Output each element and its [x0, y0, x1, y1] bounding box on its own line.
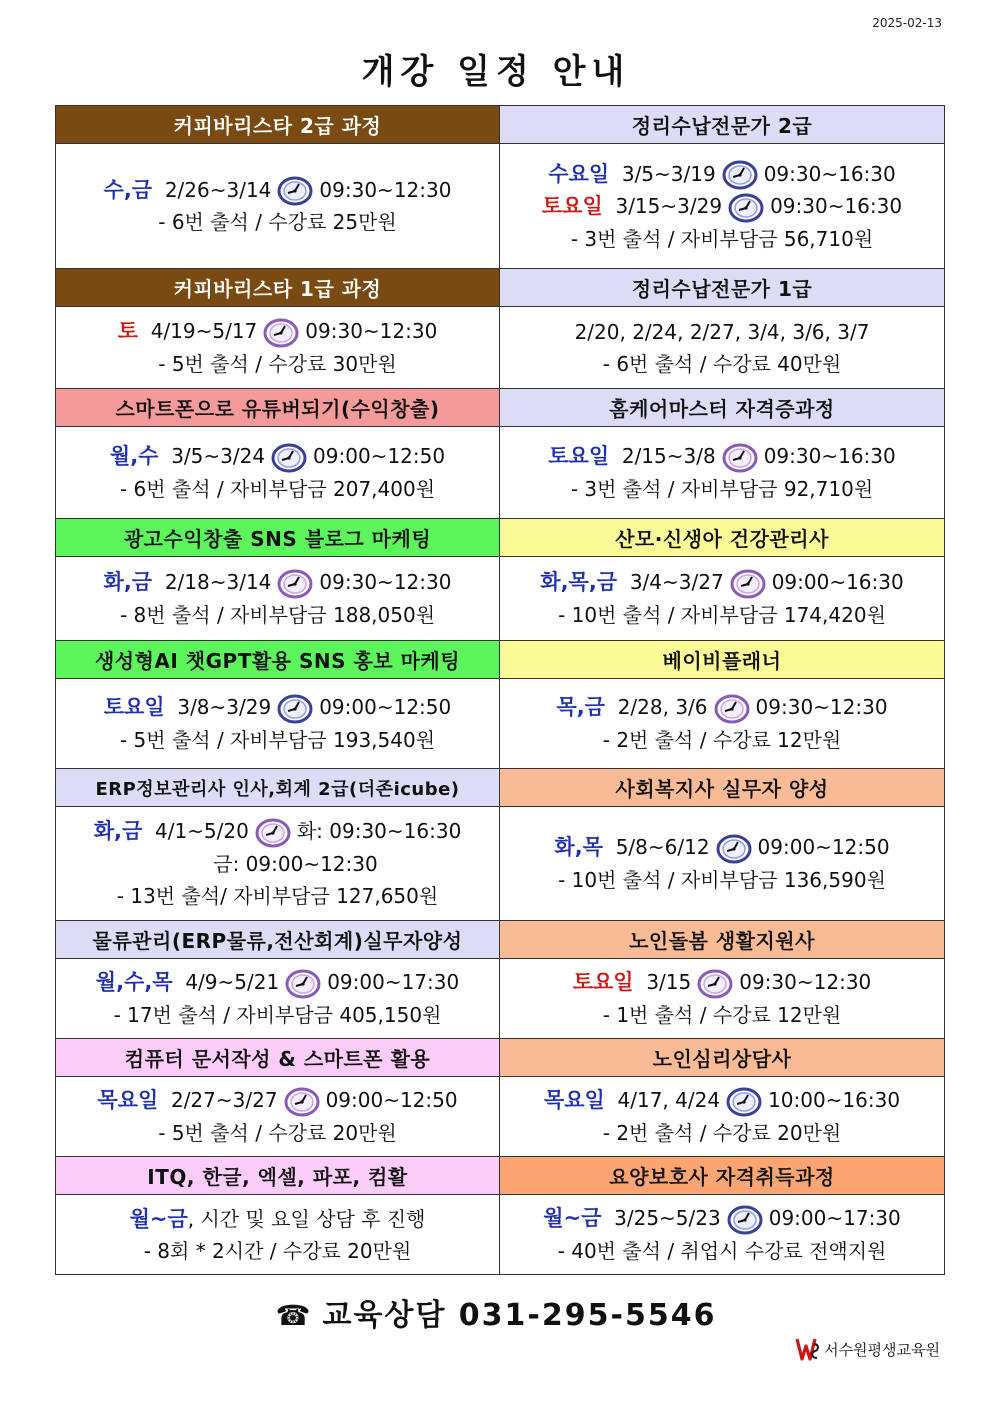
- course-details: [56, 307, 500, 389]
- clock-icon: [255, 818, 291, 848]
- course-details: [56, 144, 500, 269]
- course-dates: 4/1~5/20: [154, 819, 249, 844]
- course-time: 09:30~16:30: [770, 194, 903, 218]
- course-days: 월,수: [109, 444, 159, 469]
- course-days: 토: [117, 319, 138, 344]
- course-summary: - 1번 출석 / 수강료 12만원: [602, 1002, 842, 1027]
- clock-icon: [263, 318, 299, 348]
- course-header: 요양보호사 자격취득과정: [500, 1157, 945, 1195]
- course-details: [56, 427, 500, 519]
- course-time: 10:00~16:30: [768, 1088, 901, 1113]
- course-header: 사회복지사 실무자 양성: [500, 769, 945, 807]
- course-summary: - 3번 출석 / 자비부담금 56,710원: [570, 226, 874, 251]
- course-days: 화,목,금: [540, 570, 618, 595]
- organization-name: 서수원평생교육원: [824, 1340, 940, 1359]
- course-time: 09:30~12:30: [319, 177, 452, 202]
- course-details: [500, 427, 945, 519]
- course-header: ERP정보관리사 인사,회계 2급(더존icube): [56, 769, 500, 807]
- course-dates: 2/18~3/14: [164, 570, 272, 595]
- course-details: [56, 557, 500, 641]
- logo-mark-icon: [795, 1336, 821, 1362]
- clock-icon: [714, 694, 750, 724]
- clock-icon: [728, 193, 764, 223]
- course-dates: 3/4~3/27: [629, 570, 724, 595]
- course-time: 09:30~12:30: [305, 319, 438, 344]
- course-details: [56, 679, 500, 769]
- course-dates: 4/17, 4/24: [617, 1088, 721, 1113]
- course-summary: - 40번 출석 / 취업시 수강료 전액지원: [557, 1238, 887, 1263]
- course-summary: - 3번 출석 / 자비부담금 92,710원: [570, 476, 874, 501]
- course-summary: - 10번 출석 / 자비부담금 174,420원: [558, 602, 886, 627]
- course-summary: - 10번 출석 / 자비부담금 136,590원: [558, 867, 886, 892]
- course-details: [500, 959, 945, 1039]
- course-dates: 4/9~5/21: [185, 970, 280, 995]
- course-time: 09:30~12:30: [739, 970, 872, 995]
- course-dates: 3/5~3/19: [621, 161, 716, 186]
- course-dates: 3/15~3/29: [615, 194, 723, 218]
- course-days: 목,금: [556, 695, 605, 720]
- course-header: 생성형AI 챗GPT활용 SNS 홍보 마케팅: [56, 641, 500, 679]
- course-summary: - 6번 출석 / 수강료 25만원: [158, 210, 397, 235]
- course-dates: 2/26~3/14: [164, 177, 272, 202]
- clock-icon: [722, 443, 758, 473]
- contact-line: [0, 1290, 992, 1334]
- course-summary: - 8회 * 2시간 / 수강료 20만원: [143, 1238, 412, 1263]
- course-days: 화,금: [103, 570, 153, 595]
- clock-icon: [727, 1205, 763, 1235]
- course-details: [500, 144, 945, 269]
- course-details: [500, 1077, 945, 1157]
- course-dates: 2/28, 3/6: [617, 695, 708, 720]
- course-dates: 5/8~6/12: [615, 835, 710, 860]
- clock-icon: [716, 834, 752, 864]
- course-header: 베이비플래너: [500, 641, 945, 679]
- page-title: 개강 일정 안내: [361, 52, 631, 92]
- course-header: 광고수익창출 SNS 블로그 마케팅: [56, 519, 500, 557]
- course-header: ITQ, 한글, 엑셀, 파포, 컴활: [56, 1157, 500, 1195]
- course-summary: - 2번 출석 / 수강료 12만원: [602, 727, 842, 752]
- course-summary: - 8번 출석 / 자비부담금 188,050원: [119, 602, 436, 627]
- course-note: , 시간 및 요일 상담 후 진행: [187, 1206, 426, 1231]
- course-header: 정리수납전문가 1급: [500, 269, 945, 307]
- course-time: 09:00~12:50: [325, 1088, 458, 1113]
- course-summary: - 5번 출석 / 자비부담금 193,540원: [119, 727, 436, 752]
- clock-icon: [726, 1087, 762, 1117]
- course-days: 목요일: [543, 1088, 605, 1113]
- course-days: 목요일: [97, 1088, 159, 1113]
- clock-icon: [697, 969, 733, 999]
- course-details: [500, 557, 945, 641]
- clock-icon: [277, 569, 313, 599]
- course-header: 산모·신생아 건강관리사: [500, 519, 945, 557]
- course-days: 화,금: [93, 819, 143, 844]
- clock-icon: [277, 694, 313, 724]
- course-details: [56, 959, 500, 1039]
- course-details: [500, 679, 945, 769]
- document-date: 2025-02-13: [872, 16, 942, 30]
- course-summary: - 6번 출석 / 수강료 40만원: [602, 351, 842, 376]
- clock-icon: [285, 969, 321, 999]
- course-header: 물류관리(ERP물류,전산회계)실무자양성: [56, 921, 500, 959]
- course-days: 월,수,목: [95, 970, 173, 995]
- course-time: 09:30~12:30: [319, 570, 452, 595]
- course-summary: - 6번 출석 / 자비부담금 207,400원: [119, 476, 436, 501]
- course-days: 토요일: [103, 695, 165, 720]
- course-dates: 4/19~5/17: [150, 319, 258, 344]
- course-dates: 3/15: [646, 970, 692, 995]
- course-days: 토요일: [548, 444, 610, 469]
- phone-icon: ☎: [275, 1299, 313, 1332]
- course-details: [500, 307, 945, 389]
- course-details: [500, 807, 945, 921]
- course-days: 토요일: [541, 194, 603, 218]
- course-days: 수,금: [103, 177, 153, 202]
- course-days: 화,목: [554, 835, 603, 860]
- course-dates: 2/27~3/27: [170, 1088, 278, 1113]
- course-days: 토요일: [572, 970, 634, 995]
- course-header: 정리수납전문가 2급: [500, 106, 945, 144]
- course-time: 09:30~12:30: [755, 695, 888, 720]
- course-time: 09:00~17:30: [768, 1206, 901, 1231]
- course-days: 수요일: [548, 161, 610, 186]
- course-header: 커피바리스타 1급 과정: [56, 269, 500, 307]
- course-header: 노인돌봄 생활지원사: [500, 921, 945, 959]
- course-schedule-table: [55, 105, 945, 1275]
- organization-logo: [795, 1335, 940, 1363]
- course-days: 월~금: [543, 1206, 602, 1231]
- clock-icon: [277, 176, 313, 206]
- course-time-alt: 금: 09:00~12:30: [213, 851, 378, 876]
- course-details: [56, 1077, 500, 1157]
- course-dates: 2/15~3/8: [621, 444, 716, 469]
- course-header: 스마트폰으로 유튜버되기(수익창출): [56, 389, 500, 427]
- course-header: 커피바리스타 2급 과정: [56, 106, 500, 144]
- course-summary: - 5번 출석 / 수강료 30만원: [158, 351, 397, 376]
- clock-icon: [271, 443, 307, 473]
- course-summary: - 17번 출석 / 자비부담금 405,150원: [113, 1002, 442, 1027]
- course-time: 09:30~16:30: [763, 161, 896, 186]
- course-time: 09:30~16:30: [763, 444, 896, 469]
- course-time: 09:00~12:50: [757, 835, 890, 860]
- course-summary: - 13번 출석/ 자비부담금 127,650원: [116, 883, 439, 908]
- course-header: 홈케어마스터 자격증과정: [500, 389, 945, 427]
- course-dates: 2/20, 2/24, 2/27, 3/4, 3/6, 3/7: [574, 319, 870, 344]
- course-time: 09:00~17:30: [327, 970, 460, 995]
- course-details: [56, 1195, 500, 1275]
- course-dates: 3/25~5/23: [614, 1206, 721, 1231]
- course-summary: - 5번 출석 / 수강료 20만원: [158, 1120, 397, 1145]
- course-dates: 3/5~3/24: [171, 444, 266, 469]
- course-details: [56, 807, 500, 921]
- course-header: 노인심리상담사: [500, 1039, 945, 1077]
- course-details: [500, 1195, 945, 1275]
- course-time: 09:00~12:50: [313, 444, 446, 469]
- course-time: 화: 09:30~16:30: [296, 819, 462, 844]
- course-header: 컴퓨터 문서작성 & 스마트폰 활용: [56, 1039, 500, 1077]
- clock-icon: [730, 569, 766, 599]
- clock-icon: [284, 1087, 320, 1117]
- course-dates: 3/8~3/29: [177, 695, 272, 720]
- course-time: 09:00~12:50: [319, 695, 452, 720]
- course-time: 09:00~16:30: [771, 570, 904, 595]
- course-summary: - 2번 출석 / 수강료 20만원: [602, 1120, 842, 1145]
- course-days: 월~금: [129, 1206, 188, 1231]
- contact-phone: 교육상담 031-295-5546: [322, 1298, 717, 1333]
- clock-icon: [722, 160, 758, 190]
